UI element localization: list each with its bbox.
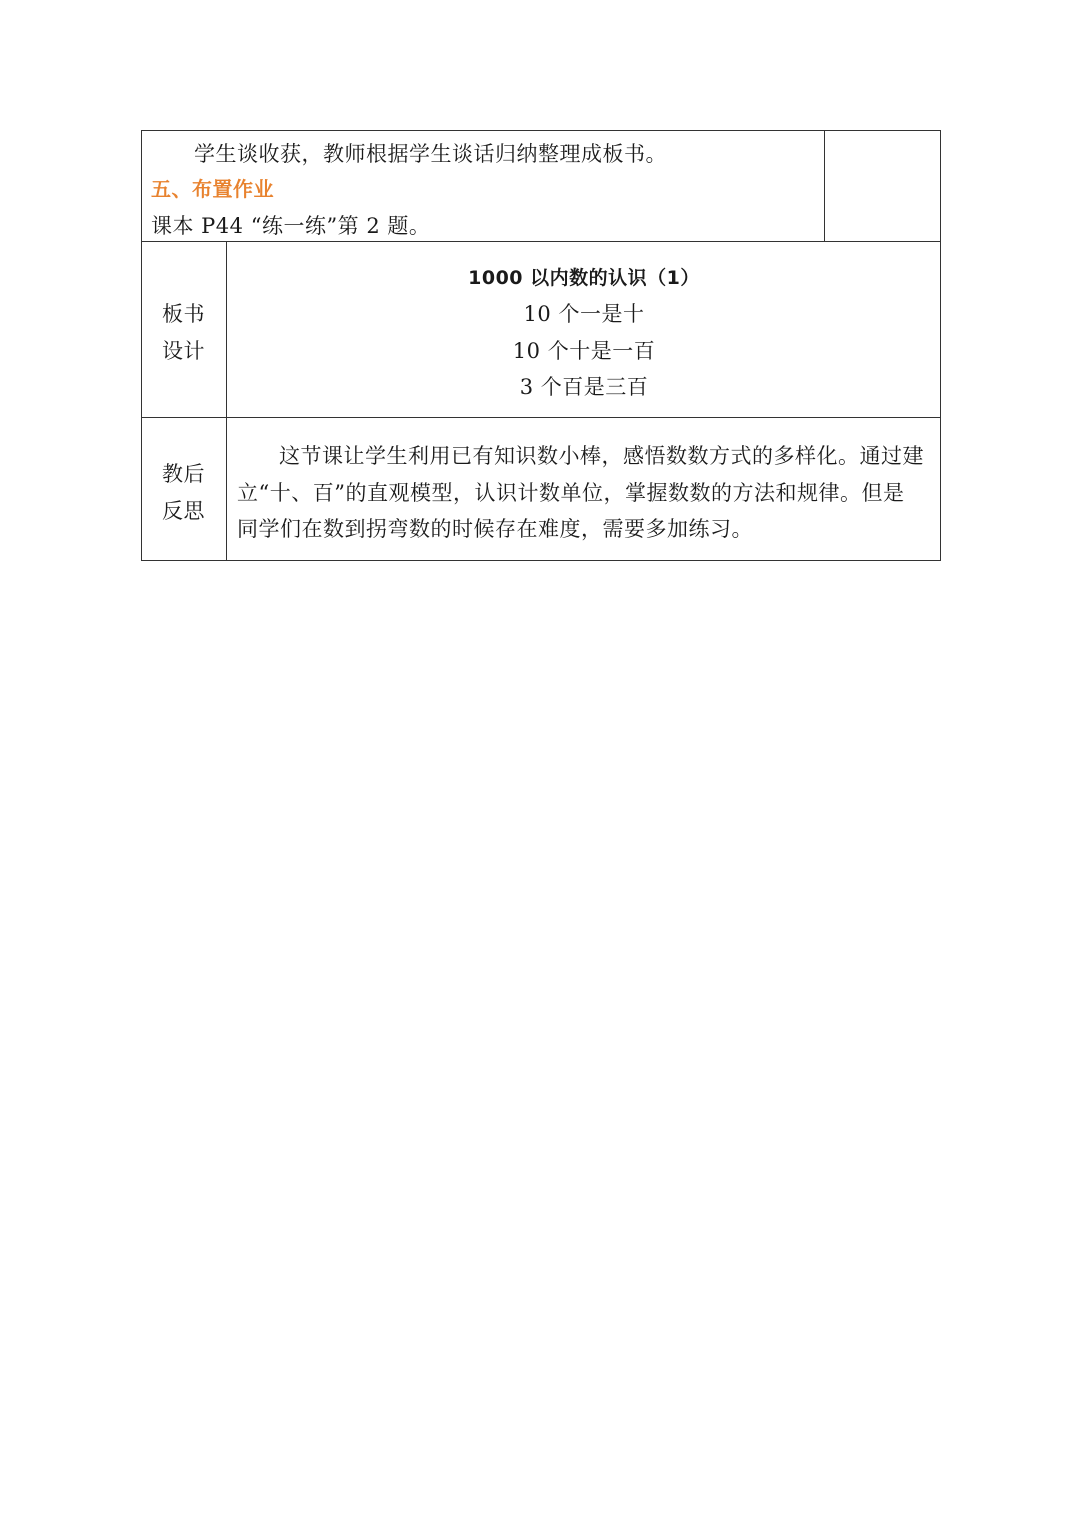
- lesson-plan-sheet: [141, 130, 941, 561]
- board-label-line2: 设计: [162, 339, 205, 363]
- board-label-line1: 板书: [162, 302, 205, 326]
- table-border-bottom: [141, 560, 941, 561]
- reflection-line-1: 这节课让学生利用已有知识数小棒，感悟数数方式的多样化。通过建: [279, 444, 924, 468]
- homework-text: 课本 P44 “练一练”第 2 题。: [151, 214, 431, 238]
- reflection-line-3: 同学们在数到拐弯数的时候存在难度，需要多加练习。: [237, 517, 753, 541]
- reflection-label-line1: 教后: [162, 462, 205, 486]
- table-border-top: [141, 130, 941, 131]
- board-line-1: 10 个一是十: [523, 302, 645, 326]
- board-title: 1000 以内数的认识（1）: [468, 267, 700, 289]
- row-divider-2: [141, 417, 941, 418]
- section-heading-homework: 五、布置作业: [151, 177, 274, 201]
- reflection-line-2: 立“十、百”的直观模型，认识计数单位，掌握数数的方法和规律。但是: [237, 481, 905, 505]
- board-line-3: 3 个百是三百: [519, 375, 649, 399]
- row1-right-column-divider: [824, 130, 825, 242]
- reflection-label-line2: 反思: [162, 499, 205, 523]
- board-line-2: 10 个十是一百: [512, 339, 656, 363]
- lesson-table: [141, 130, 941, 561]
- summary-text: 学生谈收获，教师根据学生谈话归纳整理成板书。: [194, 142, 667, 166]
